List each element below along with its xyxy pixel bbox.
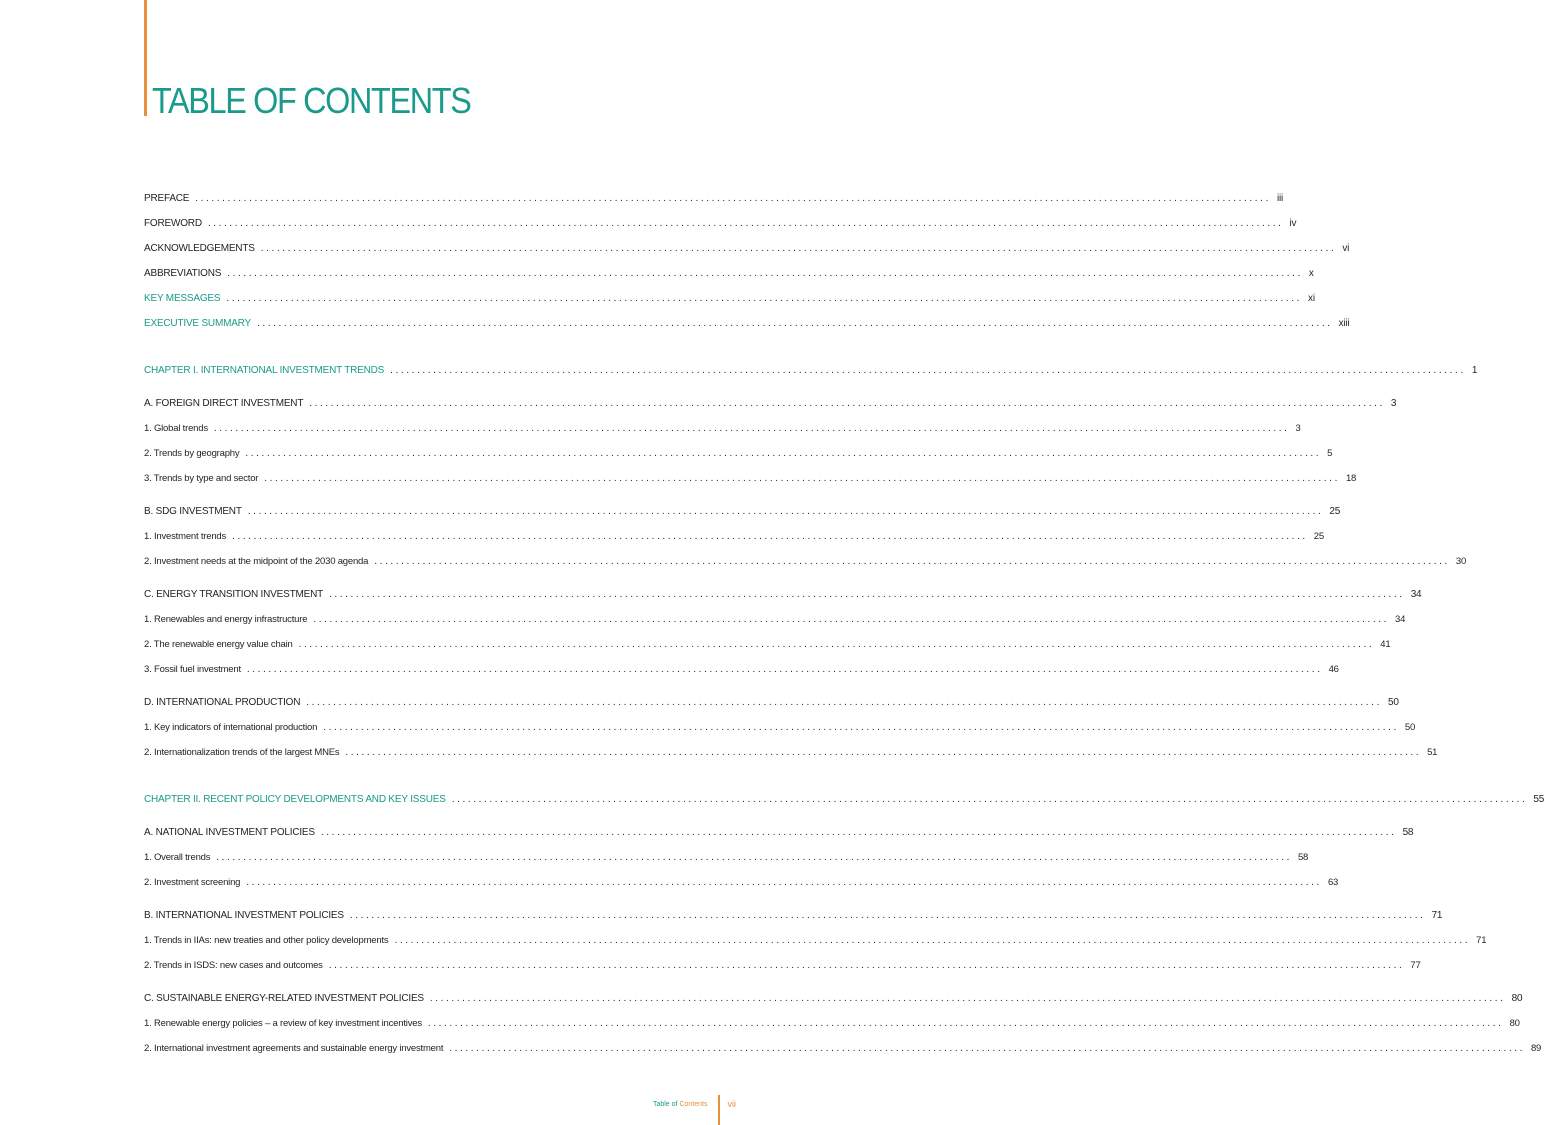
dot-leader: ........................................................................................................................................................................................................ — [345, 747, 1422, 758]
dot-leader: ........................................................................................................................................................................................................ — [213, 423, 1290, 434]
toc-item-label: 3. Trends by type and sector — [144, 473, 259, 484]
toc-section[interactable] — [144, 820, 1414, 845]
dot-leader: ........................................................................................................................................................................................................ — [245, 448, 1322, 459]
page-footer — [653, 1089, 736, 1119]
toc-item[interactable] — [144, 441, 1333, 466]
toc-item[interactable] — [144, 953, 1421, 978]
toc-entry-page: 30 — [1455, 556, 1467, 567]
toc-entry-label: ABBREVIATIONS — [144, 268, 222, 279]
toc-section-label: C. ENERGY TRANSITION INVESTMENT — [144, 589, 324, 600]
toc-item[interactable] — [144, 607, 1406, 632]
toc-section[interactable] — [144, 582, 1422, 607]
dot-leader: ........................................................................................................................................................................................................ — [246, 664, 1323, 675]
dot-leader: ........................................................................................................................................................................................................ — [260, 243, 1337, 254]
toc-section-label: C. SUSTAINABLE ENERGY-RELATED INVESTMENT POLICIES — [144, 993, 424, 1004]
toc-section-label: B. INTERNATIONAL INVESTMENT POLICIES — [144, 910, 344, 921]
dot-leader: ........................................................................................................................................................................................................ — [306, 697, 1382, 708]
toc-section[interactable] — [144, 903, 1443, 928]
toc-item[interactable] — [144, 549, 1467, 574]
toc-entry-preface[interactable] — [144, 186, 1284, 211]
toc-item[interactable] — [144, 1036, 1542, 1061]
toc-entry-label: KEY MESSAGES — [144, 293, 221, 304]
dot-leader: ........................................................................................................................................................................................................ — [328, 960, 1405, 971]
toc-entry-page: 5 — [1327, 448, 1333, 459]
dot-leader: ........................................................................................................................................................................................................ — [329, 589, 1405, 600]
dot-leader: ........................................................................................................................................................................................................ — [349, 910, 1426, 921]
toc-item[interactable] — [144, 416, 1301, 441]
toc-entry-page: 77 — [1410, 960, 1421, 971]
dot-leader: ........................................................................................................................................................................................................ — [226, 293, 1303, 304]
toc-item-label: 1. Key indicators of international production — [144, 722, 318, 733]
footer-label-part1: Table of — [652, 1100, 678, 1108]
dot-leader: ........................................................................................................................................................................................................ — [429, 993, 1506, 1004]
dot-leader: ........................................................................................................................................................................................................ — [246, 877, 1322, 888]
toc-item-label: 1. Investment trends — [144, 531, 227, 542]
toc-entry-page: iii — [1276, 193, 1284, 204]
toc-item-label: 2. The renewable energy value chain — [144, 639, 293, 650]
toc-entry-page: 50 — [1404, 722, 1416, 733]
toc-entry-page: 46 — [1328, 664, 1339, 675]
toc-item-label: 1. Global trends — [144, 423, 208, 434]
footer-label-part2: Contents — [679, 1100, 708, 1108]
toc-item[interactable] — [144, 632, 1391, 657]
toc-entry-page: 1 — [1471, 365, 1478, 376]
toc-entry-page: 89 — [1530, 1043, 1542, 1054]
footer-page-number: vii — [727, 1099, 736, 1109]
toc-section[interactable] — [144, 690, 1399, 715]
toc-item-label: 2. Internationalization trends of the largest MNEs — [144, 747, 340, 758]
toc-item[interactable] — [144, 870, 1339, 895]
toc-chapter-1[interactable] — [144, 358, 1478, 383]
dot-leader: ........................................................................................................................................................................................................ — [374, 556, 1450, 567]
toc-entry-page: vi — [1342, 243, 1350, 254]
dot-leader: ........................................................................................................................................................................................................ — [257, 318, 1333, 329]
toc-item[interactable] — [144, 715, 1416, 740]
dot-leader: ........................................................................................................................................................................................................ — [264, 473, 1340, 484]
dot-leader: ........................................................................................................................................................................................................ — [195, 193, 1271, 204]
toc-entry-foreword[interactable] — [144, 211, 1297, 236]
dot-leader: ........................................................................................................................................................................................................ — [227, 268, 1303, 279]
toc-entry-page: 3 — [1390, 398, 1397, 409]
toc-section[interactable] — [144, 986, 1523, 1011]
toc-section-label: A. FOREIGN DIRECT INVESTMENT — [144, 398, 304, 409]
page-title: TABLE OF CONTENTS — [152, 80, 471, 121]
toc-entry-page: 34 — [1410, 589, 1422, 600]
toc-entry-page: 3 — [1295, 423, 1301, 434]
toc-chapter-2[interactable] — [144, 787, 1544, 812]
dot-leader: ........................................................................................................................................................................................................ — [320, 827, 1397, 838]
toc-entry-page: 80 — [1509, 1018, 1520, 1029]
dot-leader: ........................................................................................................................................................................................................ — [323, 722, 1399, 733]
toc-entry-key-messages[interactable] — [144, 286, 1315, 311]
toc-entry-page: 58 — [1297, 852, 1309, 863]
toc-item[interactable] — [144, 1011, 1520, 1036]
dot-leader: ........................................................................................................................................................................................................ — [394, 935, 1471, 946]
dot-leader: ........................................................................................................................................................................................................ — [247, 506, 1324, 517]
title-accent-bar — [144, 0, 147, 116]
toc-chapter-label: CHAPTER II. RECENT POLICY DEVELOPMENTS AND KEY ISSUES — [144, 794, 446, 805]
toc-entry-executive-summary[interactable] — [144, 311, 1350, 336]
toc-item[interactable] — [144, 740, 1438, 765]
toc-section-label: A. NATIONAL INVESTMENT POLICIES — [144, 827, 315, 838]
toc-entry-page: iv — [1289, 218, 1297, 229]
toc-section[interactable] — [144, 499, 1341, 524]
toc-item[interactable] — [144, 524, 1324, 549]
footer-accent-bar — [718, 1095, 720, 1125]
toc-section[interactable] — [144, 391, 1397, 416]
toc-entry-page: 71 — [1431, 910, 1443, 921]
toc-item-label: 2. International investment agreements and sustainable energy investment — [144, 1043, 444, 1054]
toc-item-label: 1. Trends in IIAs: new treaties and other policy developments — [144, 935, 389, 946]
toc-entry-page: 41 — [1380, 639, 1391, 650]
toc-entry-page: x — [1308, 268, 1314, 279]
toc-item[interactable] — [144, 657, 1339, 682]
dot-leader: ........................................................................................................................................................................................................ — [449, 1043, 1525, 1054]
toc-entry-page: 50 — [1387, 697, 1399, 708]
dot-leader: ........................................................................................................................................................................................................ — [309, 398, 1385, 409]
dot-leader: ........................................................................................................................................................................................................ — [216, 852, 1292, 863]
toc-item-label: 2. Investment needs at the midpoint of the 2030 agenda — [144, 556, 369, 567]
toc-entry-acknowledgements[interactable] — [144, 236, 1350, 261]
toc-item-label: 2. Investment screening — [144, 877, 241, 888]
dot-leader: ........................................................................................................................................................................................................ — [207, 218, 1284, 229]
toc-entry-page: 80 — [1511, 993, 1523, 1004]
toc-entry-page: 51 — [1427, 747, 1438, 758]
toc-entry-page: 18 — [1345, 473, 1357, 484]
toc-entry-page: 25 — [1329, 506, 1341, 517]
dot-leader: ........................................................................................................................................................................................................ — [427, 1018, 1504, 1029]
toc-item-label: 1. Overall trends — [144, 852, 211, 863]
toc-entry-page: 63 — [1327, 877, 1339, 888]
toc-entry-page: 55 — [1533, 794, 1544, 805]
toc-item-label: 2. Trends by geography — [144, 448, 240, 459]
toc-entry-page: xi — [1308, 293, 1315, 304]
table-of-contents — [144, 186, 1544, 1061]
toc-entry-label: PREFACE — [144, 193, 190, 204]
toc-section-label: D. INTERNATIONAL PRODUCTION — [144, 697, 301, 708]
toc-chapter-label: CHAPTER I. INTERNATIONAL INVESTMENT TRENDS — [144, 365, 385, 376]
toc-section-label: B. SDG INVESTMENT — [144, 506, 242, 517]
dot-leader: ........................................................................................................................................................................................................ — [298, 639, 1375, 650]
toc-entry-label: FOREWORD — [144, 218, 202, 229]
toc-item[interactable] — [144, 845, 1309, 870]
toc-entry-page: xiii — [1338, 318, 1350, 329]
toc-entry-page: 71 — [1476, 935, 1487, 946]
dot-leader: ........................................................................................................................................................................................................ — [232, 531, 1308, 542]
toc-entry-label: EXECUTIVE SUMMARY — [144, 318, 251, 329]
toc-item[interactable] — [144, 928, 1487, 953]
toc-item-label: 2. Trends in ISDS: new cases and outcomes — [144, 960, 323, 971]
toc-entry-label: ACKNOWLEDGEMENTS — [144, 243, 255, 254]
toc-item-label: 1. Renewables and energy infrastructure — [144, 614, 308, 625]
toc-entry-page: 58 — [1402, 827, 1414, 838]
toc-item-label: 1. Renewable energy policies – a review of key investment incentives — [144, 1018, 422, 1029]
dot-leader: ........................................................................................................................................................................................................ — [390, 365, 1466, 376]
toc-entry-page: 25 — [1313, 531, 1324, 542]
toc-entry-abbreviations[interactable] — [144, 261, 1314, 286]
toc-item-label: 3. Fossil fuel investment — [144, 664, 241, 675]
dot-leader: ........................................................................................................................................................................................................ — [313, 614, 1389, 625]
toc-item[interactable] — [144, 466, 1357, 491]
dot-leader: ........................................................................................................................................................................................................ — [451, 794, 1528, 805]
toc-entry-page: 34 — [1394, 614, 1406, 625]
